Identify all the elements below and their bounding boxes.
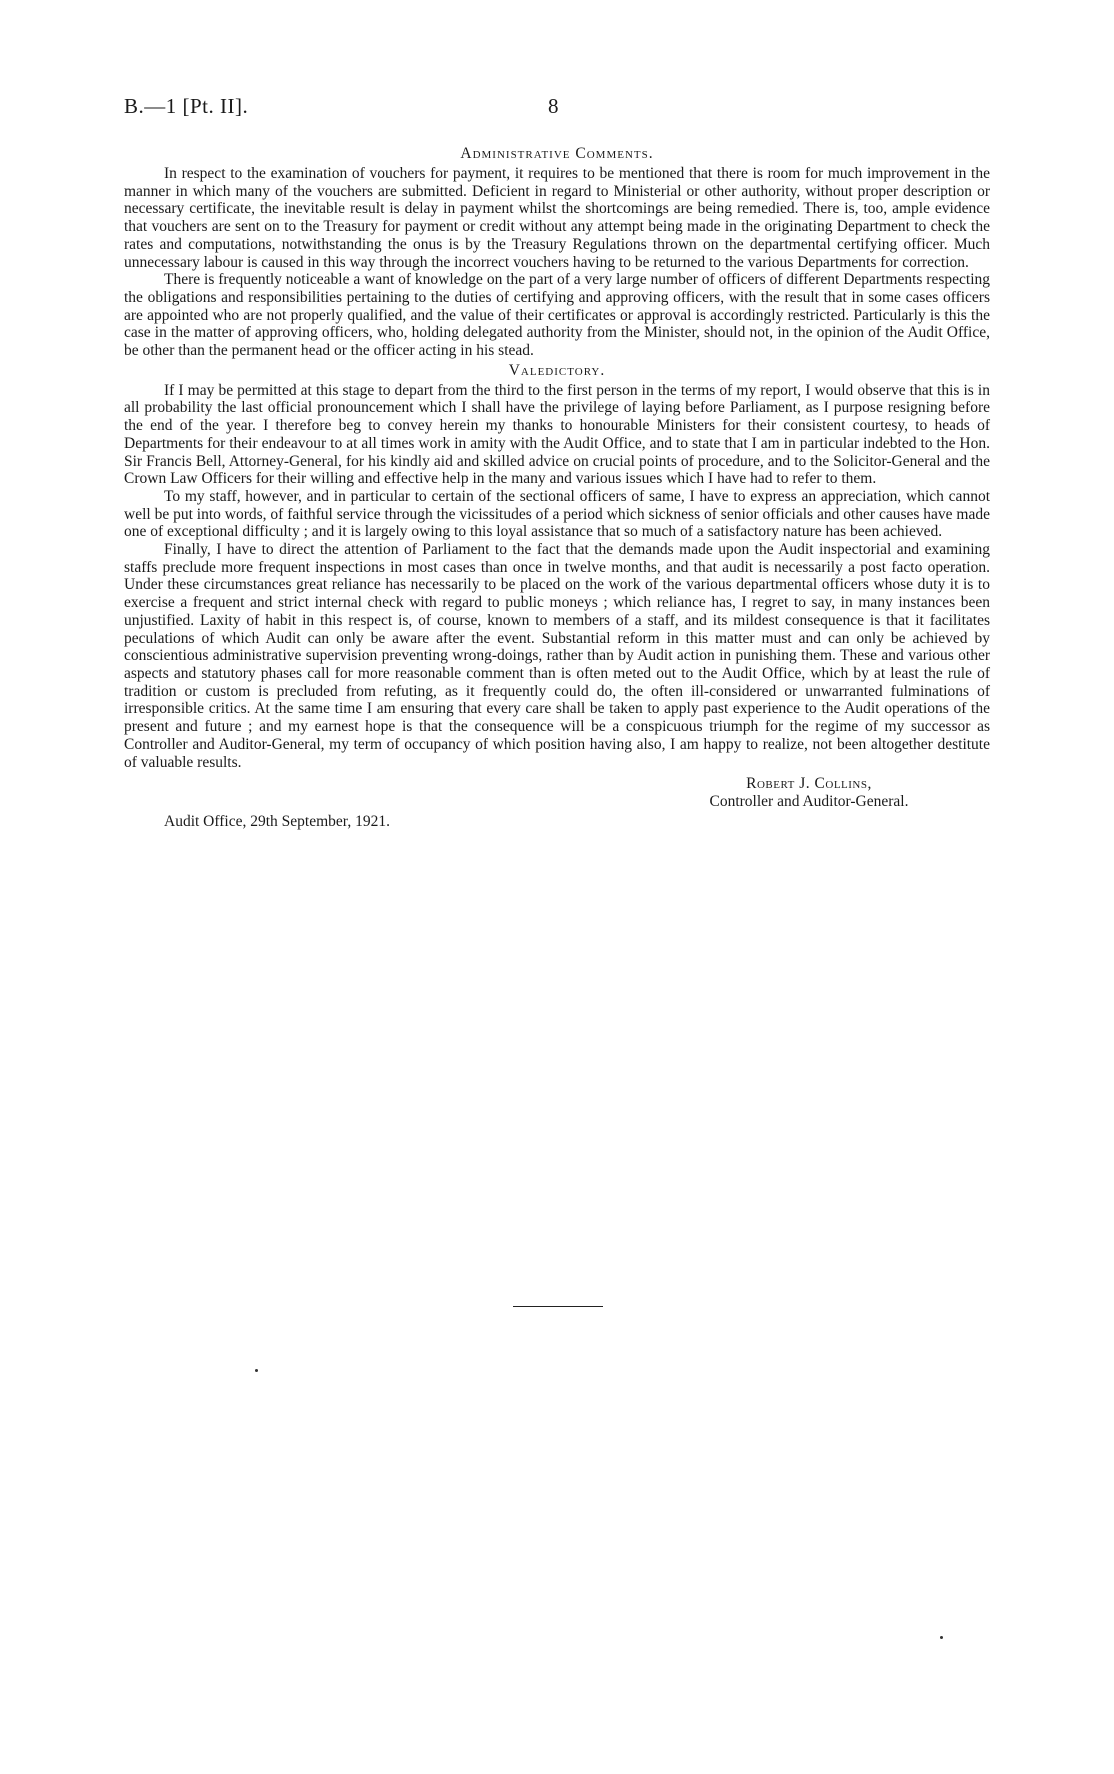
document-body [124,143,990,831]
date-line: Audit Office, 29th September, 1921. [164,813,390,831]
print-speck [940,1636,943,1639]
paragraph-vouchers: In respect to the examination of vouchers for payment, it requires to be mentioned that there is room for much improvement in the manner in which many of the vouchers are submitted. Deficient in regard to Ministerial or other authority, without proper description or necessary certificate, the inevitable result is delay in payment whilst the shortcomings are being remedied. There is, too, ample evidence that vouchers are sent on to the Treasury for payment or credit without any attempt being made in the originating Department to check the rates and computations, notwithstanding the onus is by the Treasury Regulations thrown on the departmental certifying officer. Much unnecessary labour is caused in this way through the incorrect vouchers having to be returned to the various Departments for correction. [124,165,990,271]
signature-block [674,775,990,811]
section-heading-administrative-comments: Administrative Comments. [460,145,654,162]
section-heading-valedictory: Valedictory. [508,361,606,379]
signatory-title: Controller and Auditor-General. [709,793,909,811]
paragraph-staff-appreciation: To my staff, however, and in particular to certain of the sectional officers of same, I have to express an appreciation, which cannot well be put into words, of faithful service through the vicissitudes of a period which sickness of senior officials and other causes have made one of exceptional difficulty ; and it is largely owing to this loyal assistance that so much of a satisfactory nature has been achieved. [124,487,990,541]
print-speck [255,1369,258,1372]
page-number: 8 [548,94,559,118]
signatory-name: Robert J. Collins, [746,775,872,793]
paragraph-audit-reform: Finally, I have to direct the attention of Parliament to the fact that the demands made upon the Audit inspectorial and examining staffs preclude more frequent inspections in most cases than once in twelve months, and that audit is necessarily a post facto operation. Under these circumstances great reliance has necessarily to be placed on the work of the various departmental officers whose duty it is to exercise a frequent and strict internal check with regard to public moneys ; which reliance has, I regret to say, in many instances been unjustified. Laxity of habit in this respect is, of course, known to members of a staff, and its mildest consequence is that it facilitates peculations of which Audit can only be aware after the event. Substantial reform in this matter must and can only be achieved by conscientious administrative supervision preventing wrong-doings, rather than by Audit action in punishing them. These and various other aspects and statutory phases call for more reasonable comment than is often meted out to the Audit Office, which by at least the rule of tradition or custom is precluded from refuting, as it frequently could do, the often ill-considered or unwarranted fulminations of irresponsible critics. At the same time I am ensuring that every care shall be taken to apply past experience to the Audit operations of the present and future ; and my earnest hope is that the consequence will be a conspicuous triumph for the regime of my successor as Controller and Auditor-General, my term of occupancy of which position having also, I am happy to realize, not been altogether destitute of valuable results. [124,541,990,771]
end-rule-divider [513,1306,603,1307]
paragraph-certifying-officers: There is frequently noticeable a want of knowledge on the part of a very large number of officers of different Departments respecting the obligations and responsibilities pertaining to the duties of certifying and approving officers, with the result that in some cases officers are appointed who are not properly qualified, and the value of their certificates or approval is accordingly restricted. Particularly is this the case in the matter of approving officers, who, holding delegated authority from the Minister, should not, in the opinion of the Audit Office, be other than the permanent head or the officer acting in his stead. [124,271,990,360]
document-reference: B.—1 [Pt. II]. [124,94,249,118]
paragraph-farewell: If I may be permitted at this stage to depart from the third to the first person in the terms of my report, I would observe that this is in all probability the last official pronouncement which I shall have the privilege of laying before Parliament, as I purpose resigning before the end of the year. I therefore beg to convey herein my thanks to honourable Ministers for their consistent courtesy, to heads of Departments for their endeavour to at all times work in amity with the Audit Office, and to state that I am in particular indebted to the Hon. Sir Francis Bell, Attorney-General, for his kindly aid and skilled advice on crucial points of procedure, and to the Solicitor-General and the Crown Law Officers for their willing and effective help in the many and various issues which I have had to refer to them. [124,381,990,488]
